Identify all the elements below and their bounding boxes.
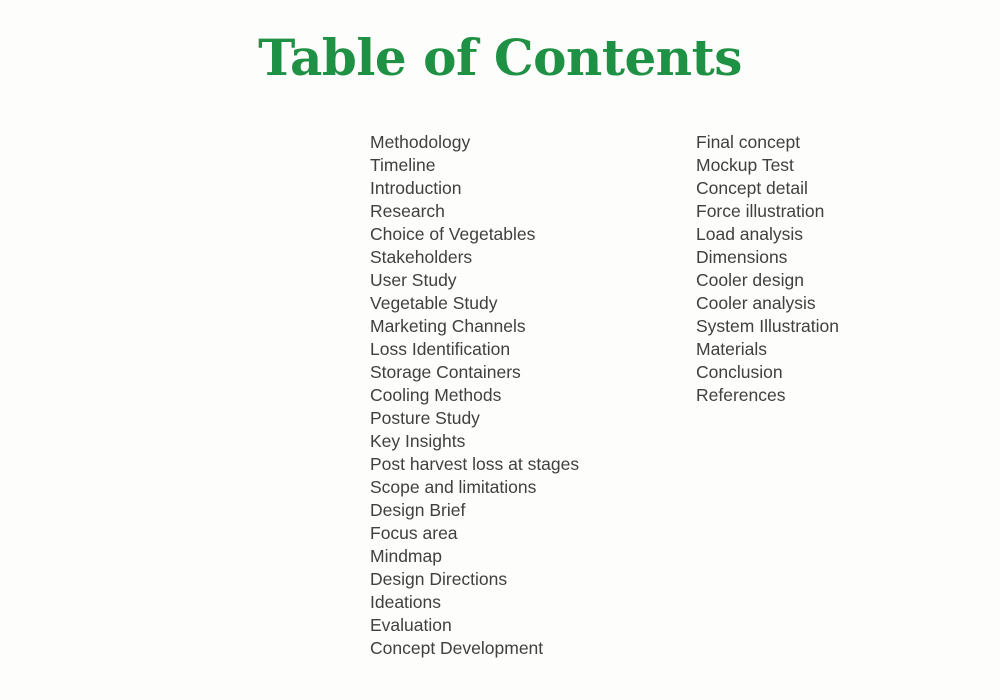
list-item[interactable]: Final concept (696, 132, 801, 152)
list-item[interactable]: Mindmap (370, 546, 442, 566)
list-item[interactable]: Vegetable Study (370, 293, 498, 313)
list-item[interactable]: Focus area (370, 523, 458, 543)
list-item[interactable]: Storage Containers (370, 362, 521, 382)
list-item[interactable]: Timeline (370, 155, 436, 175)
list-item[interactable]: Dimensions (696, 247, 788, 267)
list-item[interactable]: System Illustration (696, 316, 839, 336)
list-item[interactable]: Design Directions (370, 569, 508, 589)
list-item[interactable]: Scope and limitations (370, 477, 537, 497)
list-item[interactable]: Mockup Test (696, 155, 794, 175)
list-item[interactable]: Concept detail (696, 178, 808, 198)
list-item[interactable]: Design Brief (370, 500, 466, 520)
list-item[interactable]: Materials (696, 339, 767, 359)
list-item[interactable]: Concept Development (370, 638, 544, 658)
list-item[interactable]: User Study (370, 270, 457, 290)
list-item[interactable]: Conclusion (696, 362, 783, 382)
toc-columns (370, 131, 970, 660)
list-item[interactable]: Marketing Channels (370, 316, 526, 336)
toc-column-right (696, 131, 970, 407)
list-item[interactable]: Cooler design (696, 270, 804, 290)
list-item[interactable]: Key Insights (370, 431, 466, 451)
list-item[interactable]: Cooling Methods (370, 385, 502, 405)
list-item[interactable]: Cooler analysis (696, 293, 816, 313)
list-item[interactable]: References (696, 385, 786, 405)
list-item[interactable]: Loss Identification (370, 339, 511, 359)
toc-column-left (370, 131, 696, 660)
list-item[interactable]: Introduction (370, 178, 462, 198)
page-title: Table of Contents (258, 28, 742, 87)
list-item[interactable]: Methodology (370, 132, 471, 152)
list-item[interactable]: Research (370, 201, 445, 221)
list-item[interactable]: Post harvest loss at stages (370, 454, 580, 474)
list-item[interactable]: Choice of Vegetables (370, 224, 536, 244)
list-item[interactable]: Force illustration (696, 201, 825, 221)
list-item[interactable]: Load analysis (696, 224, 804, 244)
list-item[interactable]: Stakeholders (370, 247, 473, 267)
list-item[interactable]: Evaluation (370, 615, 452, 635)
list-item[interactable]: Posture Study (370, 408, 480, 428)
list-item[interactable]: Ideations (370, 592, 442, 612)
